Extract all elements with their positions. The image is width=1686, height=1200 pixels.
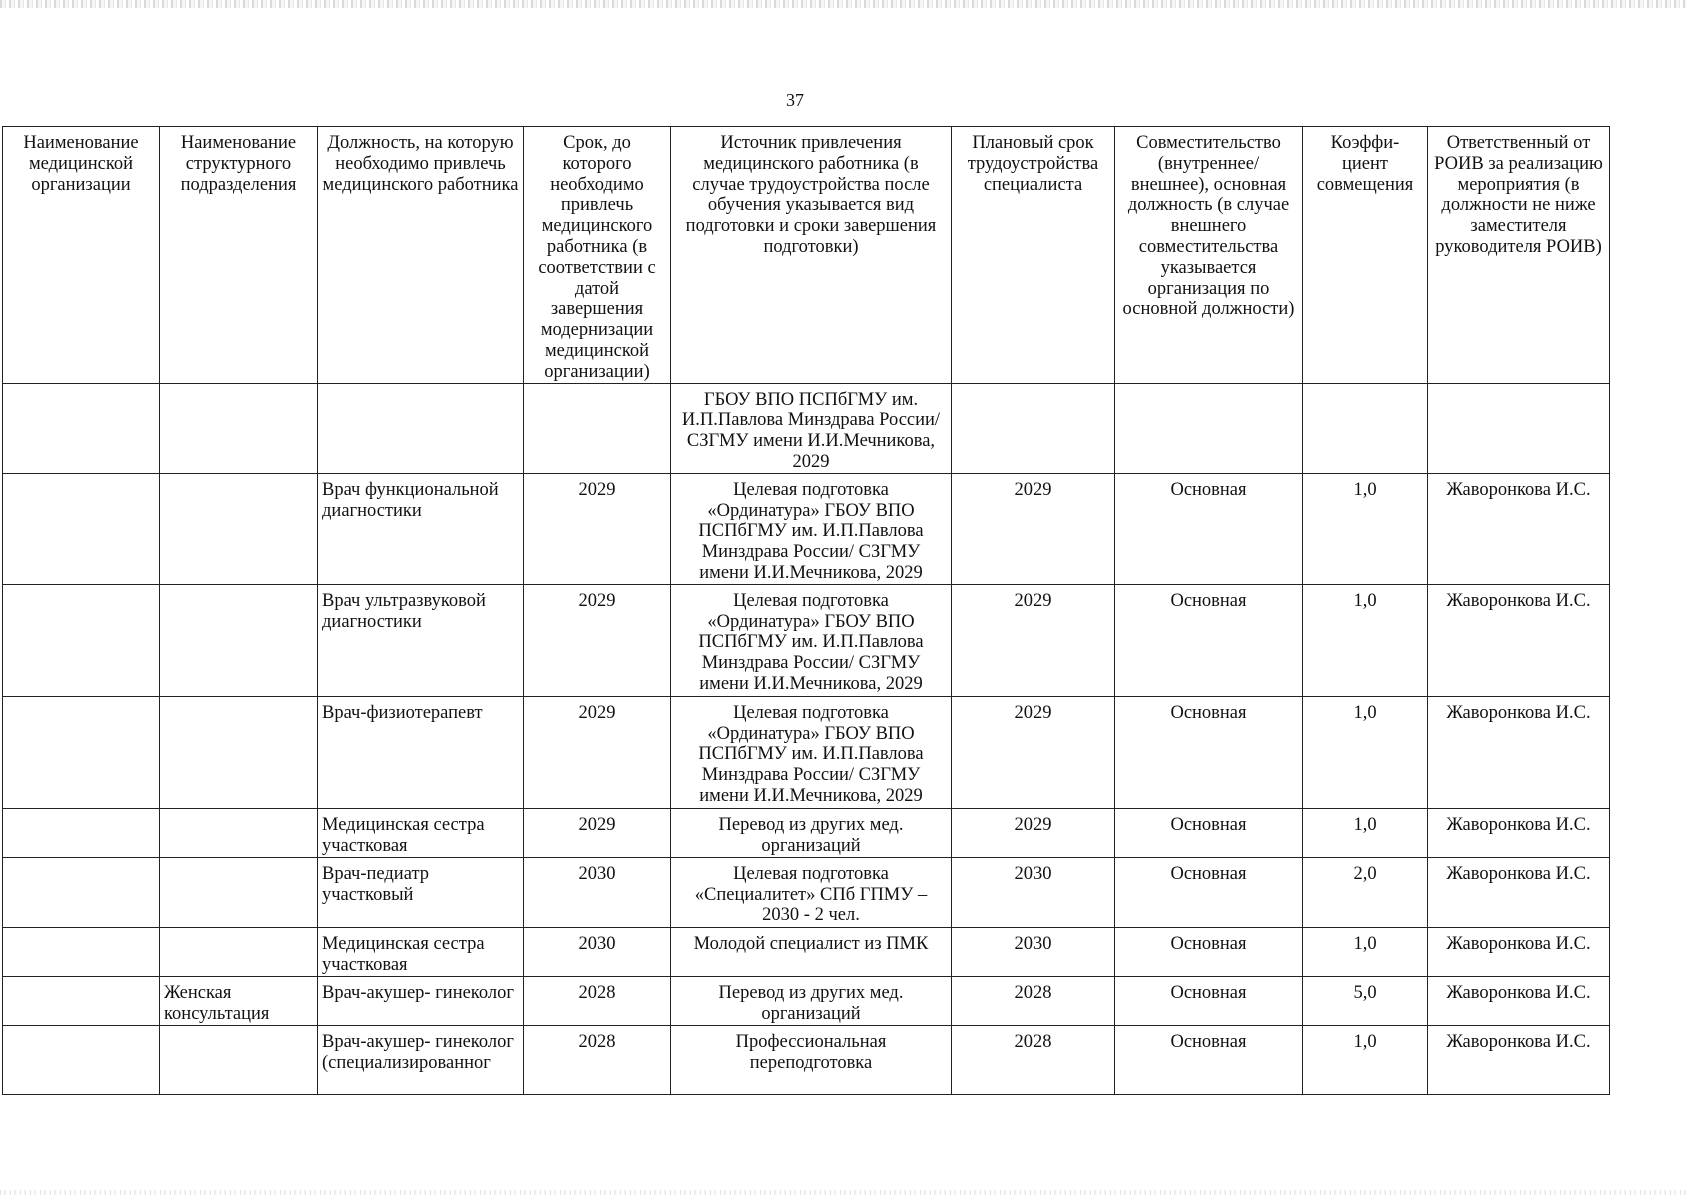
header-position: Должность, на которую необходимо привлечь медицинского работника: [318, 127, 524, 384]
cell-deadline: 2030: [524, 857, 671, 927]
cell-source: Целевая подготовка «Специалитет» СПб ГПМУ – 2030 - 2 чел.: [671, 857, 952, 927]
table-row: [3, 383, 1610, 473]
cell-organization: [3, 473, 160, 584]
cell-responsible: Жаворонкова И.С.: [1428, 808, 1610, 857]
cell-responsible: Жаворонкова И.С.: [1428, 473, 1610, 584]
cell-department: Женская консультация: [160, 976, 318, 1025]
cell-combination: Основная: [1115, 808, 1303, 857]
cell-combination: [1115, 383, 1303, 473]
cell-coefficient: 1,0: [1303, 1025, 1428, 1094]
cell-source: Целевая подготовка «Ординатура» ГБОУ ВПО ПСПбГМУ им. И.П.Павлова Минздрава России/ СЗГМУ имени И.И.Мечникова, 2029: [671, 584, 952, 696]
cell-organization: [3, 696, 160, 808]
cell-coefficient: 1,0: [1303, 808, 1428, 857]
header-responsible: Ответственный от РОИВ за реализацию мероприятия (в должности не ниже заместителя руководителя РОИВ): [1428, 127, 1610, 384]
cell-organization: [3, 808, 160, 857]
header-planned-date: Плановый срок трудоустройства специалиста: [952, 127, 1115, 384]
header-combination: Совместительство (внутреннее/ внешнее), основная должность (в случае внешнего совместительства указывается организация по основной должности): [1115, 127, 1303, 384]
cell-department: [160, 927, 318, 976]
cell-department: [160, 584, 318, 696]
cell-position: Врач-физиотерапевт: [318, 696, 524, 808]
cell-coefficient: 5,0: [1303, 976, 1428, 1025]
cell-planned-date: 2028: [952, 1025, 1115, 1094]
cell-position: Врач-акушер- гинеколог (специализированног: [318, 1025, 524, 1094]
table-row: [3, 808, 1610, 857]
cell-position: Врач-педиатр участковый: [318, 857, 524, 927]
cell-responsible: Жаворонкова И.С.: [1428, 857, 1610, 927]
cell-source: Молодой специалист из ПМК: [671, 927, 952, 976]
cell-responsible: Жаворонкова И.С.: [1428, 584, 1610, 696]
table-header-row: [3, 127, 1610, 384]
cell-combination: Основная: [1115, 696, 1303, 808]
table-row: [3, 1025, 1610, 1094]
cell-department: [160, 808, 318, 857]
cell-responsible: Жаворонкова И.С.: [1428, 976, 1610, 1025]
cell-responsible: Жаворонкова И.С.: [1428, 696, 1610, 808]
cell-department: [160, 857, 318, 927]
cell-combination: Основная: [1115, 857, 1303, 927]
cell-combination: Основная: [1115, 473, 1303, 584]
cell-organization: [3, 857, 160, 927]
cell-deadline: 2030: [524, 927, 671, 976]
cell-planned-date: 2029: [952, 808, 1115, 857]
table-row: [3, 927, 1610, 976]
cell-deadline: 2028: [524, 976, 671, 1025]
cell-responsible: [1428, 383, 1610, 473]
table-row: [3, 857, 1610, 927]
cell-coefficient: [1303, 383, 1428, 473]
cell-position: Врач ультразвуковой диагностики: [318, 584, 524, 696]
header-department: Наименование структурного подразделения: [160, 127, 318, 384]
cell-deadline: [524, 383, 671, 473]
cell-organization: [3, 383, 160, 473]
cell-department: [160, 473, 318, 584]
cell-department: [160, 383, 318, 473]
cell-combination: Основная: [1115, 1025, 1303, 1094]
cell-organization: [3, 1025, 160, 1094]
cell-combination: Основная: [1115, 927, 1303, 976]
cell-coefficient: 1,0: [1303, 927, 1428, 976]
header-source: Источник привлечения медицинского работника (в случае трудоустройства после обучения указывается вид подготовки и сроки завершения подготовки): [671, 127, 952, 384]
cell-coefficient: 1,0: [1303, 584, 1428, 696]
cell-deadline: 2029: [524, 473, 671, 584]
staffing-table: [2, 126, 1610, 1095]
cell-planned-date: 2030: [952, 857, 1115, 927]
cell-coefficient: 2,0: [1303, 857, 1428, 927]
header-deadline: Срок, до которого необходимо привлечь медицинского работника (в соответствии с датой завершения модернизации медицинской организации): [524, 127, 671, 384]
cell-source: Целевая подготовка «Ординатура» ГБОУ ВПО ПСПбГМУ им. И.П.Павлова Минздрава России/ СЗГМУ имени И.И.Мечникова, 2029: [671, 473, 952, 584]
table-row: [3, 696, 1610, 808]
cell-planned-date: 2028: [952, 976, 1115, 1025]
header-organization: Наименование медицинской организации: [3, 127, 160, 384]
table-row: [3, 473, 1610, 584]
cell-position: Врач-акушер- гинеколог: [318, 976, 524, 1025]
table-row: [3, 976, 1610, 1025]
cell-source: Перевод из других мед. организаций: [671, 976, 952, 1025]
page-number: 37: [786, 90, 804, 110]
cell-deadline: 2029: [524, 584, 671, 696]
cell-responsible: Жаворонкова И.С.: [1428, 1025, 1610, 1094]
cell-deadline: 2028: [524, 1025, 671, 1094]
cell-planned-date: [952, 383, 1115, 473]
cell-planned-date: 2030: [952, 927, 1115, 976]
cell-planned-date: 2029: [952, 473, 1115, 584]
cell-combination: Основная: [1115, 584, 1303, 696]
cell-planned-date: 2029: [952, 584, 1115, 696]
cell-coefficient: 1,0: [1303, 473, 1428, 584]
cell-deadline: 2029: [524, 696, 671, 808]
cell-organization: [3, 976, 160, 1025]
cell-organization: [3, 927, 160, 976]
cell-organization: [3, 584, 160, 696]
cell-deadline: 2029: [524, 808, 671, 857]
cell-combination: Основная: [1115, 976, 1303, 1025]
cell-planned-date: 2029: [952, 696, 1115, 808]
cell-coefficient: 1,0: [1303, 696, 1428, 808]
cell-department: [160, 1025, 318, 1094]
header-coefficient: Коэффи- циент совмещения: [1303, 127, 1428, 384]
cell-position: Врач функциональной диагностики: [318, 473, 524, 584]
cell-source: Профессиональная переподготовка: [671, 1025, 952, 1094]
cell-source: Целевая подготовка «Ординатура» ГБОУ ВПО ПСПбГМУ им. И.П.Павлова Минздрава России/ СЗГМУ имени И.И.Мечникова, 2029: [671, 696, 952, 808]
cell-department: [160, 696, 318, 808]
scan-edge-bottom: [0, 1190, 1686, 1195]
cell-position: Медицинская сестра участковая: [318, 808, 524, 857]
cell-position: Медицинская сестра участковая: [318, 927, 524, 976]
cell-source: ГБОУ ВПО ПСПбГМУ им. И.П.Павлова Минздрава России/ СЗГМУ имени И.И.Мечникова, 2029: [671, 383, 952, 473]
cell-position: [318, 383, 524, 473]
table-row: [3, 584, 1610, 696]
scan-edge-top: [0, 0, 1686, 8]
cell-responsible: Жаворонкова И.С.: [1428, 927, 1610, 976]
cell-source: Перевод из других мед. организаций: [671, 808, 952, 857]
